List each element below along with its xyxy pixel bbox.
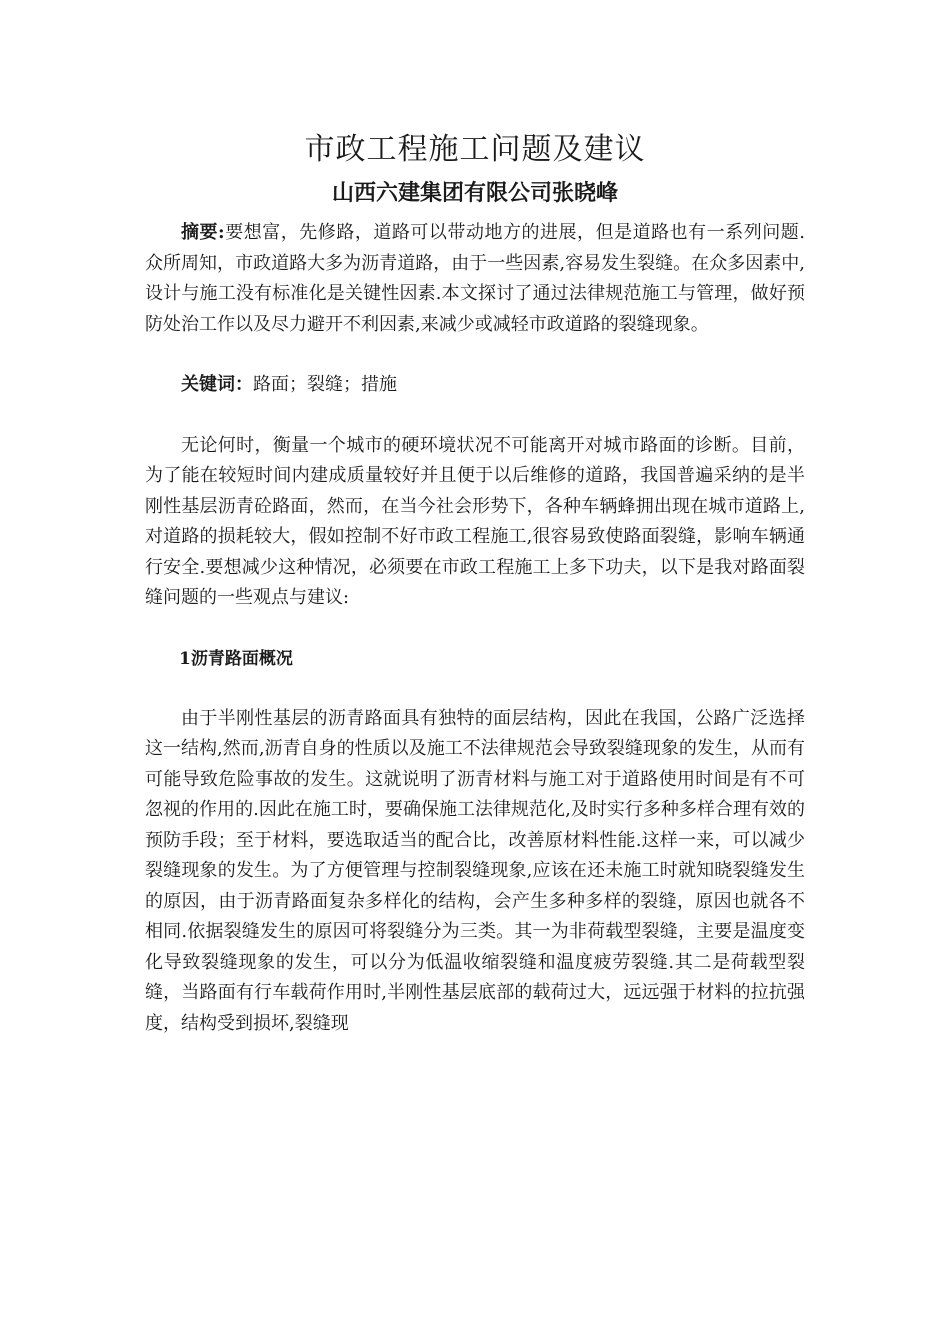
intro-paragraph: 无论何时，衡量一个城市的硬环境状况不可能离开对城市路面的诊断。目前，为了能在较短时间内建成质量较好并且便于以后维修的道路，我国普遍采纳的是半刚性基层沥青砼路面，然而，在当今社会形势下，各种车辆蜂拥出现在城市道路上,对道路的损耗较大，假如控制不好市政工程施工,很容易致使路面裂缝，影响车辆通行安全.要想减少这种情况，必须要在市政工程施工上多下功夫，以下是我对路面裂缝问题的一些观点与建议: <box>145 434 805 608</box>
spacer <box>145 401 805 431</box>
spacer <box>145 614 805 644</box>
section-heading: 1沥青路面概况 <box>179 648 293 669</box>
abstract-paragraph <box>145 218 805 340</box>
author-line: 山西六建集团有限公司张晓峰 <box>331 180 618 206</box>
keywords-paragraph <box>145 370 805 401</box>
keywords-text: 路面；裂缝；措施 <box>253 374 397 395</box>
section-body-paragraph: 由于半刚性基层的沥青路面具有独特的面层结构，因此在我国，公路广泛选择这一结构,然而,沥青自身的性质以及施工不法律规范会导致裂缝现象的发生，从而有可能导致危险事故的发生。这就说明了沥青材料与施工对于道路使用时间是有不可忽视的作用的.因此在施工时，要确保施工法律规范化,及时实行多种多样合理有效的预防手段；至于材料，要选取适当的配合比，改善原材料性能.这样一来，可以减少裂缝现象的发生。为了方便管理与控制裂缝现象,应该在还未施工时就知晓裂缝发生的原因，由于沥青路面复杂多样化的结构，会产生多种多样的裂缝，原因也就各不相同.依据裂缝发生的原因可将裂缝分为三类。其一为非荷载型裂缝，主要是温度变化导致裂缝现象的发生，可以分为低温收缩裂缝和温度疲劳裂缝.其二是荷载型裂缝，当路面有行车载荷作用时,半刚性基层底部的载荷过大，远远强于材料的拉抗强度，结构受到损坏,裂缝现 <box>145 707 805 1034</box>
abstract-text: 要想富，先修路，道路可以带动地方的进展，但是道路也有一系列问题.众所周知，市政道路大多为沥青道路，由于一些因素,容易发生裂缝。在众多因素中,设计与施工没有标准化是关键性因素.本文探讨了通过法律规范施工与管理，做好预防处治工作以及尽力避开不利因素,来减少或减轻市政道路的裂缝现象。 <box>145 222 805 335</box>
spacer <box>145 674 805 704</box>
spacer <box>145 340 805 370</box>
keywords-label: 关键词： <box>181 374 253 395</box>
document-title: 市政工程施工问题及建议 <box>304 132 646 167</box>
abstract-label: 摘要: <box>181 222 225 243</box>
